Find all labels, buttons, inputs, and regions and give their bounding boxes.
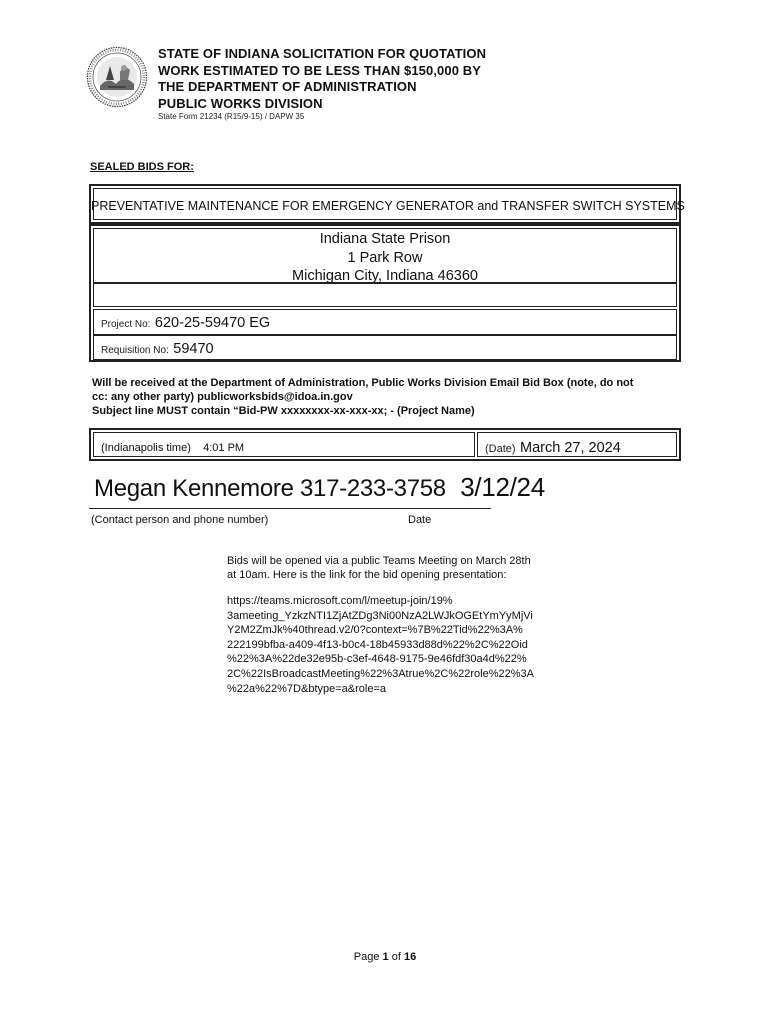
deadline-date-cell <box>477 432 677 457</box>
deadline-time-field <box>101 442 244 454</box>
form-title <box>158 46 486 112</box>
project-number-value: 620-25-59470 EG <box>154 315 271 331</box>
sealed-bids-label: SEALED BIDS FOR: <box>90 161 194 173</box>
page-number: 1 <box>382 951 389 963</box>
link-line[interactable]: 222199bfba-a409-4f13-b0c4-18b45933d88d%22%2C%22Oid <box>227 638 528 651</box>
location-street: 1 Park Row <box>347 249 423 266</box>
submission-instructions <box>92 376 633 418</box>
project-info-box <box>89 224 681 362</box>
requisition-number-row <box>93 335 677 360</box>
submission-line: Subject line MUST contain “Bid-PW xxxxxxxx-xx-xxx-xx; - (Project Name) <box>92 405 475 417</box>
submission-line: cc: any other party) publicworksbids@idoa.in.gov <box>92 391 353 403</box>
requisition-number-field <box>101 340 214 358</box>
page-total: 16 <box>403 951 417 963</box>
deadline-time-cell <box>93 432 475 457</box>
deadline-box <box>89 428 681 461</box>
contact-person-phone: Megan Kennemore 317-233-3758 <box>94 475 446 502</box>
project-number-field <box>101 314 270 332</box>
form-title-line: WORK ESTIMATED TO BE LESS THAN $150,000 BY <box>158 62 482 78</box>
project-title: PREVENTATIVE MAINTENANCE FOR EMERGENCY GENERATOR and TRANSFER SWITCH SYSTEMS <box>91 199 685 213</box>
contact-date-label: Date <box>408 514 432 526</box>
project-number-label: Project No: <box>101 319 151 330</box>
form-title-line: STATE OF INDIANA SOLICITATION FOR QUOTATION <box>158 46 487 61</box>
deadline-time-label: (Indianapolis time) <box>101 442 191 454</box>
project-title-box <box>89 184 685 224</box>
deadline-date-value: March 27, 2024 <box>520 440 621 456</box>
submission-line: Will be received at the Department of Administration, Public Works Division Email Bid Box (note, do not <box>92 377 634 389</box>
requisition-number-value: 59470 <box>173 341 214 357</box>
state-seal-icon <box>86 46 148 108</box>
contact-entry <box>94 472 545 503</box>
blank-row <box>93 283 677 307</box>
deadline-time-value: 4:01 PM <box>203 442 245 454</box>
location-name: Indiana State Prison <box>319 231 451 247</box>
link-line[interactable]: 2C%22IsBroadcastMeeting%22%3Atrue%2C%22role%22%3A <box>227 667 534 680</box>
requisition-number-label: Requisition No: <box>101 345 169 356</box>
contact-person-label: (Contact person and phone number) <box>91 514 269 526</box>
page-footer <box>0 951 770 963</box>
link-line[interactable]: https://teams.microsoft.com/l/meetup-join/19% <box>227 595 453 607</box>
link-line[interactable]: %22a%22%7D&btype=a&role=a <box>227 682 387 695</box>
location-block <box>93 228 677 283</box>
notice-line: Bids will be opened via a public Teams Meeting on March 28th <box>227 555 531 567</box>
bid-opening-notice <box>227 554 567 582</box>
contact-date: 3/12/24 <box>460 472 545 502</box>
of-word: of <box>391 951 401 963</box>
form-title-line: THE DEPARTMENT OF ADMINISTRATION <box>158 79 417 94</box>
deadline-date-field <box>485 439 621 457</box>
contact-signature-line <box>89 508 491 509</box>
teams-meeting-link[interactable] <box>227 594 567 696</box>
location-city: Michigan City, Indiana 46360 <box>292 268 478 284</box>
project-number-row <box>93 309 677 335</box>
page-word: Page <box>353 951 380 963</box>
link-line[interactable]: %22%3A%22de32e95b-c3ef-4648-9175-9e46fdf30a4d%22% <box>227 653 527 666</box>
notice-line: at 10am. Here is the link for the bid opening presentation: <box>227 569 507 581</box>
form-title-line: PUBLIC WORKS DIVISION <box>158 95 323 111</box>
link-line[interactable]: Y2M2ZmJk%40thread.v2/0?context=%7B%22Tid%22%3A% <box>227 624 523 637</box>
deadline-date-label: (Date) <box>485 443 516 455</box>
link-line[interactable]: 3ameeting_YzkzNTI1ZjAtZDg3Ni00NzA2LWJkOGEtYmYyMjVi <box>227 609 533 622</box>
form-identifier: State Form 21234 (R15/9-15) / DAPW 35 <box>158 112 305 121</box>
